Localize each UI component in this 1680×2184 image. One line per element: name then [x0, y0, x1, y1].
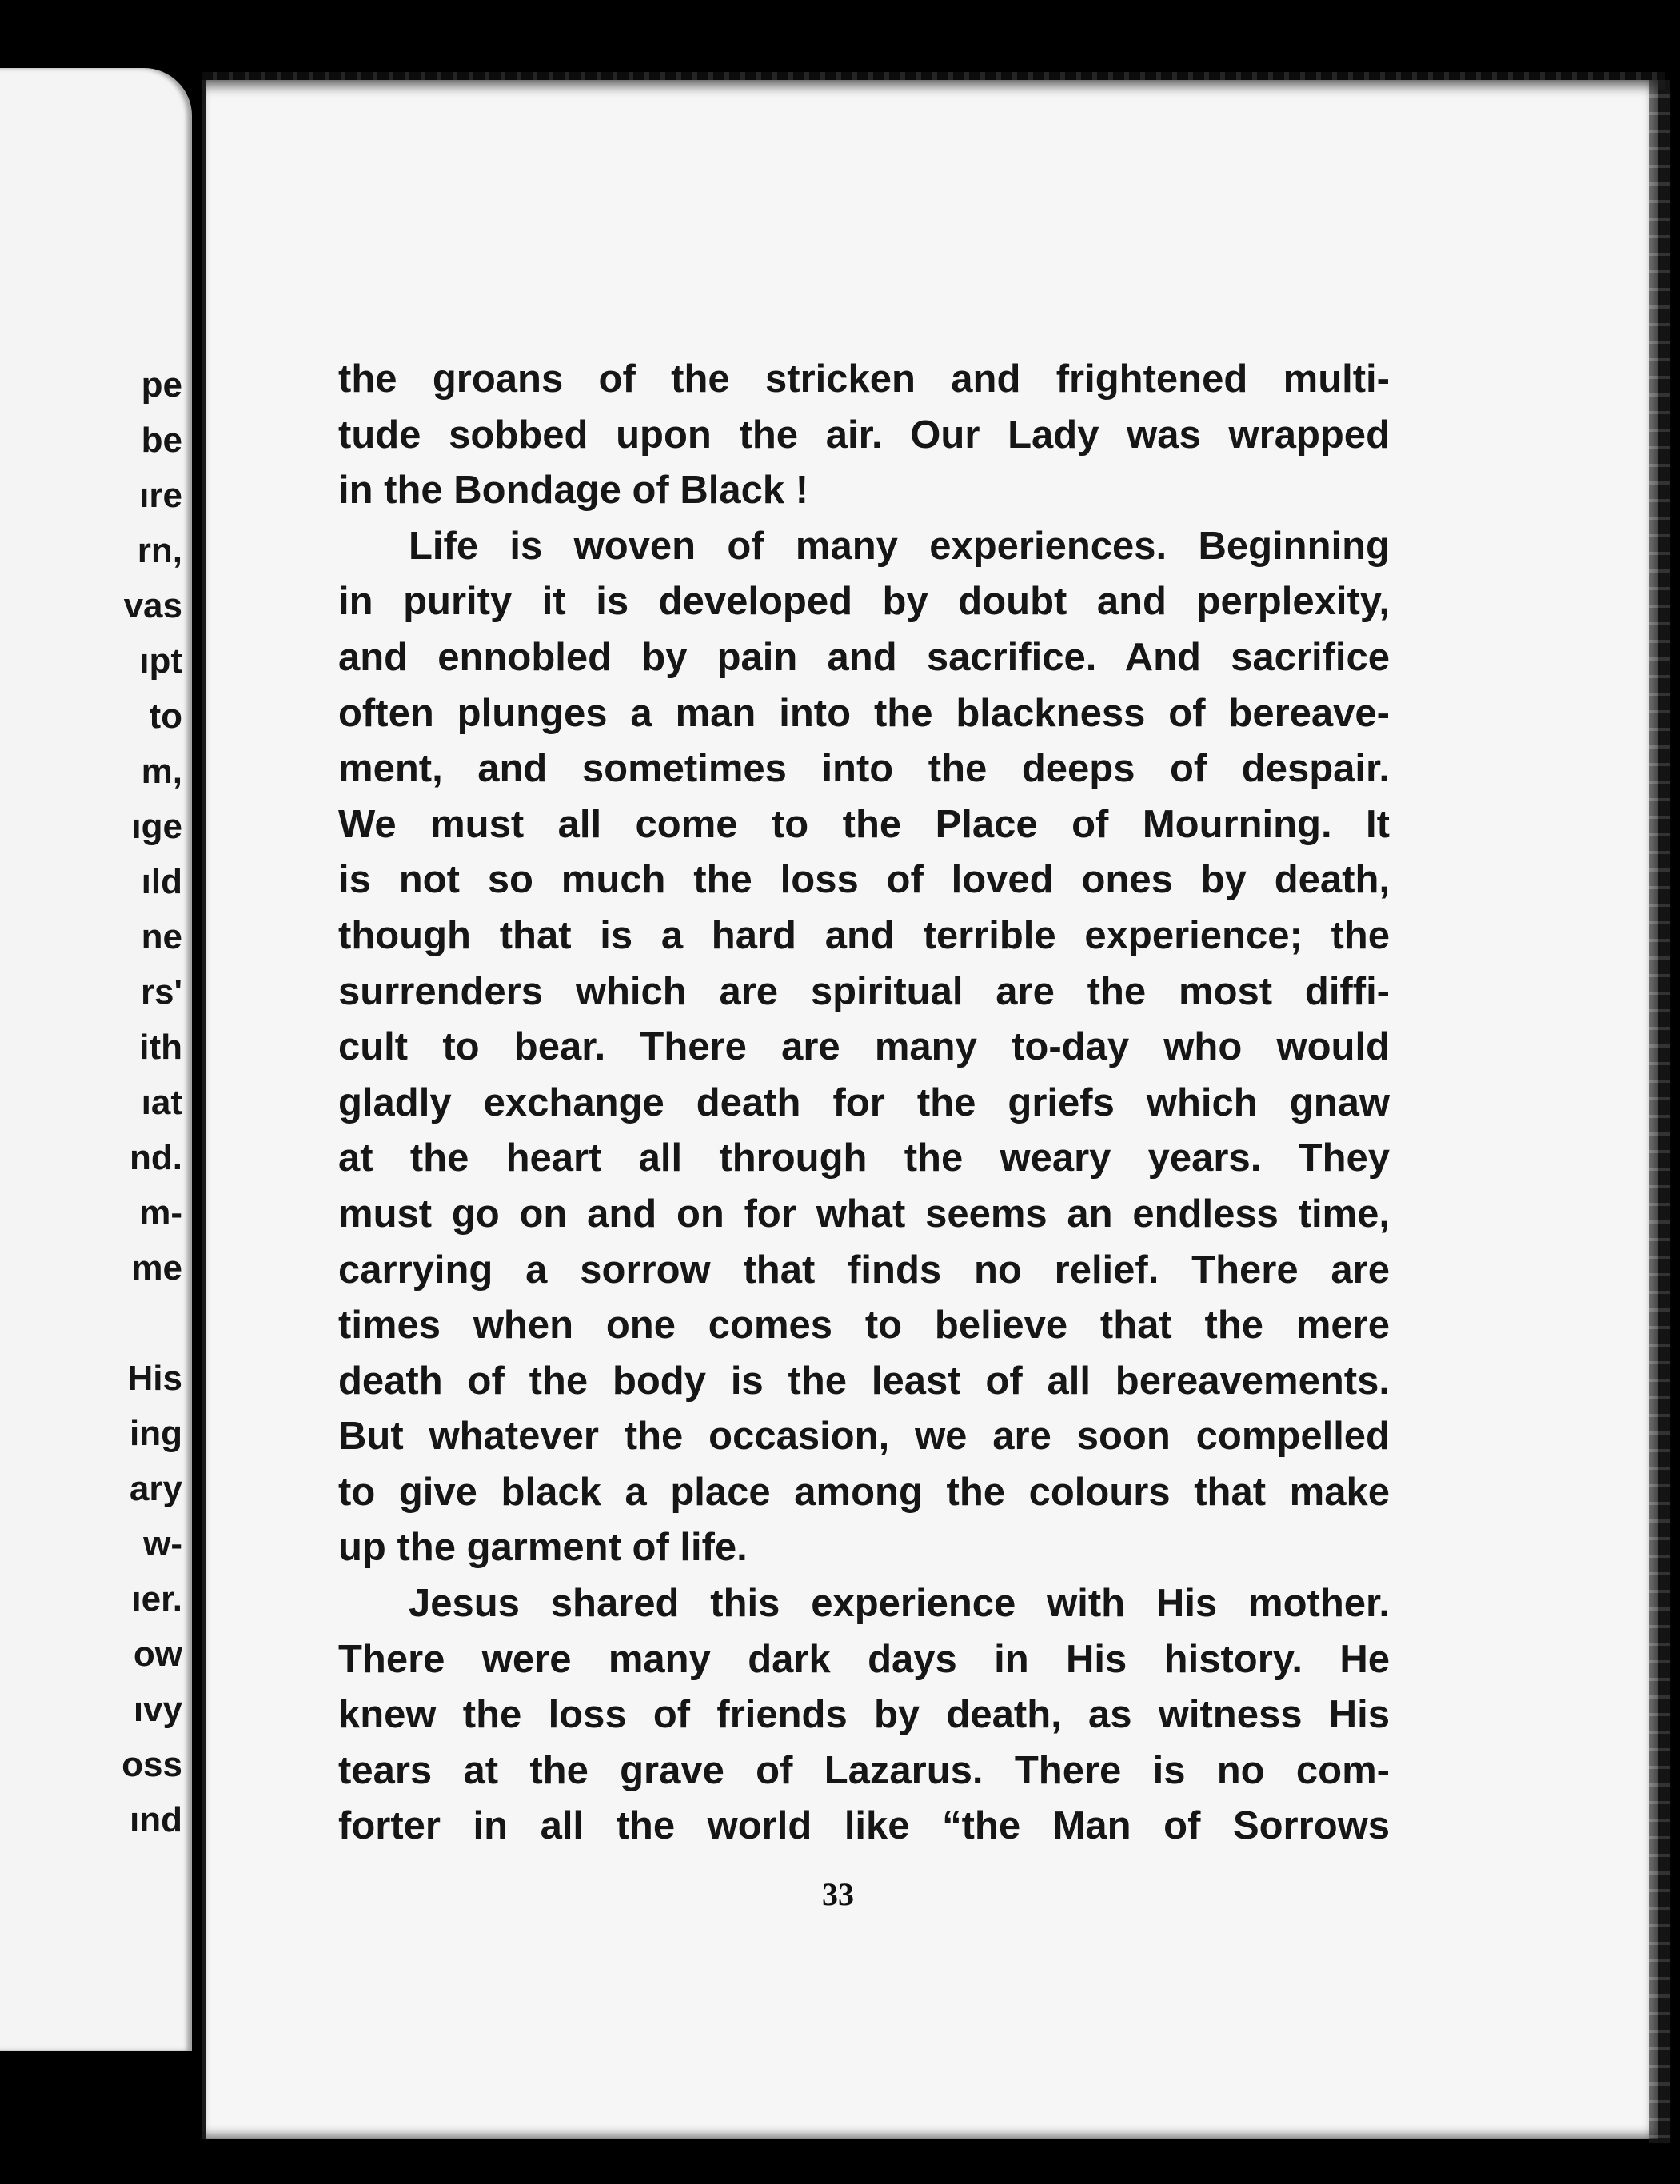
text-line: is not so much the loss of loved ones by death, — [338, 858, 1390, 902]
text-line: carrying a sorrow that finds no relief. There are — [338, 1248, 1390, 1292]
facing-page-text: ıat — [141, 1083, 182, 1122]
text-line: gladly exchange death for the griefs which gnaw — [338, 1080, 1390, 1124]
facing-page-text: ıvy — [133, 1690, 182, 1729]
page-body-text — [338, 352, 1390, 1855]
facing-page-fragment — [0, 68, 192, 2051]
facing-page-text: ıre — [139, 476, 182, 515]
text-line: though that is a hard and terrible experience; the — [338, 913, 1390, 957]
facing-page-text: ıld — [141, 862, 182, 901]
text-line: But whatever the occasion, we are soon compelled — [338, 1415, 1390, 1459]
facing-page-text: ıge — [131, 807, 182, 846]
text-line: in purity it is developed by doubt and perplexity, — [338, 580, 1390, 624]
text-line: forter in all the world like “the Man of Sorrows — [338, 1804, 1390, 1848]
text-line: in the Bondage of Black ! — [338, 469, 809, 513]
facing-page-text: ow — [133, 1635, 182, 1674]
text-line: knew the loss of friends by death, as witness His — [338, 1693, 1390, 1737]
facing-page-text: ne — [141, 917, 182, 956]
text-line: cult to bear. There are many to-day who would — [338, 1025, 1390, 1069]
text-line: the groans of the stricken and frightened multi- — [338, 357, 1390, 401]
facing-page-text: me — [131, 1248, 182, 1288]
facing-page-text: oss — [122, 1745, 182, 1784]
facing-page-text: ınd — [130, 1800, 182, 1839]
facing-page-text: ing — [130, 1414, 182, 1453]
paragraph-start-line: Jesus shared this experience with His mother. — [409, 1582, 1390, 1626]
facing-page-text: m- — [139, 1193, 182, 1232]
paragraph-start-line: Life is woven of many experiences. Beginning — [409, 524, 1390, 568]
text-line: times when one comes to believe that the mere — [338, 1304, 1390, 1348]
text-line: We must all come to the Place of Mourning. It — [338, 802, 1390, 846]
facing-page-text: rs' — [140, 972, 182, 1012]
text-line: tude sobbed upon the air. Our Lady was wrapped — [338, 413, 1390, 457]
page-right-edge — [1649, 80, 1670, 2143]
page-number: 33 — [822, 1876, 854, 1912]
facing-page-text: rn, — [137, 531, 182, 570]
facing-page-text: to — [149, 697, 182, 736]
book-page — [202, 80, 1658, 2139]
facing-page-text: nd. — [130, 1138, 182, 1177]
text-line: must go on and on for what seems an endless time, — [338, 1192, 1390, 1236]
facing-page-text: vas — [123, 586, 182, 625]
text-line: and ennobled by pain and sacrifice. And sacrifice — [338, 635, 1390, 679]
facing-page-text: m, — [141, 752, 182, 791]
facing-page-text: be — [141, 421, 182, 460]
text-line: surrenders which are spiritual are the most diffi- — [338, 969, 1390, 1013]
facing-page-text: ıpt — [139, 641, 182, 681]
facing-page-text: w- — [143, 1524, 182, 1563]
facing-page-text: ith — [139, 1028, 182, 1067]
text-line: death of the body is the least of all bereavements. — [338, 1359, 1390, 1403]
facing-page-text: pe — [141, 365, 182, 405]
text-line: tears at the grave of Lazarus. There is no com- — [338, 1748, 1390, 1792]
text-line: ment, and sometimes into the deeps of despair. — [338, 747, 1390, 791]
text-line: at the heart all through the weary years. They — [338, 1136, 1390, 1180]
facing-page-text: ıer. — [131, 1579, 182, 1619]
text-line: There were many dark days in His history. He — [338, 1637, 1390, 1681]
facing-page-text: His — [127, 1359, 182, 1398]
text-line: up the garment of life. — [338, 1526, 748, 1570]
facing-page-text: ary — [129, 1469, 182, 1508]
text-line: often plunges a man into the blackness of bereave- — [338, 691, 1390, 735]
text-line: to give black a place among the colours that make — [338, 1470, 1390, 1514]
